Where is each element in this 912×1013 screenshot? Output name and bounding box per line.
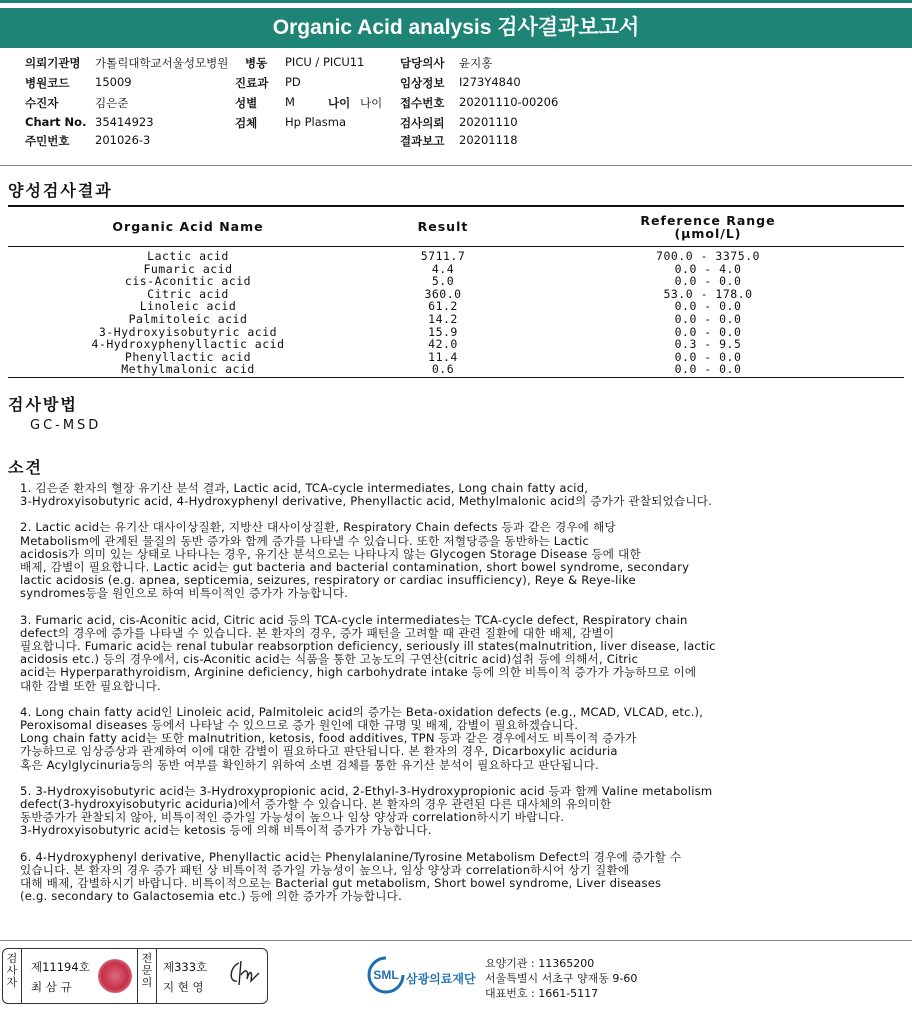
opinion-item: 2. Lactic acid는 유기산 대사이상질환, 지방산 대사이상질환, Respiratory Chain defects 등과 같은 경우에 해당 Metabolism에 관계된 물질의 동반 증가와 함께 증가를 나타낼 수 있습니다. 또한 저혈당증을 동반하는 Lactic acidosis가 의미 있는 상태로 나타나는 경우, 유기산 분석으로는 나타나지 않는 Glycogen Storage Disease 등에 대한 배제, 감별이 필요합니다. Lactic acid는 gut bacteria and bacterial contamination, short bowel syndrome, secondary lactic acidosis (e.g. apnea, septicemia, seizures, respiratory or cardiac insufficiency), Reye & Reye-like syndromes등을 원인으로 하여 비특이적인 증가가 가능합니다.: [20, 520, 690, 601]
approver-label: 전문의: [141, 952, 153, 989]
method-heading: 검사방법: [8, 395, 78, 414]
table-bottom-rule: [8, 377, 904, 378]
approver-name: 지 현 영: [163, 980, 204, 994]
clinical: I273Y4840: [459, 75, 521, 89]
signature-icon: [227, 957, 261, 989]
request-org: 가톨릭대학교서울성모병원: [95, 56, 229, 70]
table-row: Fumaric acid 4.4 0.0 - 4.0: [143, 261, 742, 276]
opinion-heading: 소견: [8, 458, 43, 477]
specimen: Hp Plasma: [285, 115, 347, 129]
col-result-header: Result: [417, 219, 469, 234]
address: 서울특별시 서초구 양재동 9-60: [485, 972, 638, 985]
report-date: 20201118: [459, 133, 518, 147]
approver-license: 제333호: [163, 960, 208, 974]
table-row: 3-Hydroxyisobutyric acid 15.9 0.0 - 0.0: [98, 324, 742, 339]
tester-label: 검사자: [6, 952, 18, 989]
age: 나이: [360, 96, 383, 110]
request-org-label: 의뢰기관명: [25, 56, 81, 70]
divider: [137, 949, 138, 1003]
opinion-item: 6. 4-Hydroxyphenyl derivative, Phenyllactic acid는 Phenylalanine/Tyrosine Metabolism Defect의 경우에 증가할 수 있습니다. 본 환자의 경우 증가 패턴 상 비특이적 증가일 가능성이 높으나, 임상 양상과 correlation하시어 상기 질환에 대해 배제, 감별하시기 바랍니다. 비특이적으로는 Bacterial gut metabolism, Short bowel syndrome, Liver diseases (e.g. secondary to Galactosemia etc.) 등에 의한 증가가 가능합니다.: [20, 849, 682, 904]
report-title: Organic Acid analysis 검사결과보고서: [0, 8, 912, 48]
table-row: Palmitoleic acid 14.2 0.0 - 0.0: [128, 311, 742, 326]
col-ref-header: Reference Range: [640, 213, 776, 228]
sml-logo-icon: [366, 955, 406, 995]
report-date-label: 결과보고: [400, 134, 445, 148]
opinion-list: [20, 482, 900, 916]
patient-label: 수진자: [25, 96, 59, 110]
sex-label: 성별: [235, 96, 258, 110]
table-row: Methylmalonic acid 0.6 0.0 - 0.0: [121, 362, 742, 377]
divider: [0, 165, 912, 166]
chart-label: Chart No.: [25, 115, 87, 129]
sex: M: [285, 95, 295, 109]
signature-box: [2, 948, 268, 1004]
table-row: cis-Aconitic acid 5.0 0.0 - 0.0: [124, 274, 742, 289]
hospital-code-label: 병원코드: [25, 76, 70, 90]
receipt: 20201110-00206: [459, 95, 559, 109]
opinion-item: 4. Long chain fatty acid인 Linoleic acid, Palmitoleic acid의 증가는 Beta-oxidation defects (e.g., MCAD, VLCAD, etc.), Peroxisomal diseases 등에서 나타날 수 있으므로 증가 원인에 대한 규명 및 배제, 감별이 필요하겠습니다. Long chain fatty acid는 또한 malnutrition, ketosis, food additives, TPN 등과 같은 경우에서도 비특이적 증가가 가능하므로 임상증상과 관계하여 이에 대한 감별이 필요하다고 판단됩니다. 본 환자의 경우, Dicarboxylic aciduria 혹은 Acylglycinuria등의 동반 여부를 확인하기 위하여 소변 검체를 통한 유기산 분석이 필요하다고 판단됩니다.: [20, 704, 704, 772]
footer-divider: [0, 940, 912, 941]
clinical-label: 임상정보: [400, 76, 445, 90]
results-table: [8, 250, 904, 376]
svg-text:SML: SML: [373, 968, 399, 982]
ward: PICU / PICU11: [285, 55, 365, 69]
table-row: 4-Hydroxyphenyllactic acid 42.0 0.3 - 9.5: [91, 337, 742, 352]
dept-label: 진료과: [235, 76, 269, 90]
org-name: 삼광의료재단: [406, 972, 476, 986]
age-label: 나이: [328, 96, 351, 110]
table-row: Linoleic acid 61.2 0.0 - 0.0: [139, 299, 742, 314]
doctor-label: 담당의사: [400, 56, 445, 70]
doctor: 윤지홍: [459, 56, 493, 70]
table-row: Lactic acid 5711.7 700.0 - 3375.0: [147, 249, 760, 263]
id-no: 201026-3: [95, 133, 151, 147]
org-contact: [485, 956, 637, 1001]
tester-license: 제11194호: [31, 960, 90, 974]
table-top-rule: [8, 205, 904, 207]
opinion-item: 3. Fumaric acid, cis-Aconitic acid, Citric acid 등의 TCA-cycle intermediates는 TCA-cycle defect, Respiratory chain defect의 경우에 증가를 나타낼 수 있습니다. 본 환자의 경우, 증가 패턴을 고려할 때 관련 질환에 대한 배제, 감별이 필요합니다. Fumaric acid는 renal tubular reabsorption deficiency, seriously ill states(malnutrition, liver disease, lactic acidosis etc.) 등의 경우에서, cis-Aconitic acid는 식품을 통한 고농도의 구연산(citric acid)섭취 등에 의해서, Citric acid는 Hyperparathyroidism, Arginine deficiency, high carbohydrate intake 등에 의한 비특이적 증가가 가능하므로 이에 대한 감별 또한 필요합니다.: [20, 612, 716, 693]
test-date-label: 검사의뢰: [400, 116, 445, 130]
table-row: Citric acid 360.0 53.0 - 178.0: [147, 286, 753, 301]
chart-no: 35414923: [95, 115, 154, 129]
specimen-label: 검체: [235, 116, 258, 130]
col-name-header: Organic Acid Name: [112, 219, 264, 234]
dept: PD: [285, 75, 301, 89]
patient: 김은준: [95, 96, 129, 110]
method-value: GC-MSD: [30, 418, 102, 433]
phone: 대표번호 : 1661-5117: [485, 987, 599, 1000]
divider: [156, 949, 157, 1003]
table-header-rule: [8, 246, 904, 247]
receipt-label: 접수번호: [400, 96, 445, 110]
care-number: 요양기관 : 11365200: [485, 957, 595, 970]
seal-stamp: [98, 959, 132, 993]
test-date: 20201110: [459, 115, 518, 129]
top-accent-line: [0, 0, 912, 3]
hospital-code: 15009: [95, 75, 132, 89]
tester-name: 최 삼 규: [31, 980, 72, 994]
opinion-item: 1. 김은준 환자의 혈장 유기산 분석 결과, Lactic acid, TCA-cycle intermediates, Long chain fatty acid, 3-Hydroxyisobutyric acid, 4-Hydroxyphenyl derivative, Phenyllactic acid, Methylmalonic acid의 증가가 관찰되었습니다.: [20, 481, 713, 509]
divider: [21, 949, 22, 1003]
table-row: Phenyllactic acid 11.4 0.0 - 0.0: [124, 349, 742, 364]
positive-heading: 양성검사결과: [8, 181, 113, 200]
ward-label: 병동: [245, 56, 268, 70]
opinion-item: 5. 3-Hydroxyisobutyric acid는 3-Hydroxypropionic acid, 2-Ethyl-3-Hydroxypropionic acid 등과 함께 Valine metabolism defect(3-hydroxyisobutyric aciduria)에서 증가할 수 있습니다. 본 환자의 경우 관련된 다른 대사체의 유의미한 동반증가가 관찰되지 않아, 비특이적인 증가일 가능성이 높으나 임상 양상과 correlation하시기 바랍니다. 3-Hydroxyisobutyric acid는 ketosis 등에 의해 비특이적 증가가 가능합니다.: [20, 783, 713, 838]
col-ref-unit: (μmol/L): [674, 226, 742, 241]
id-label: 주민번호: [25, 134, 70, 148]
